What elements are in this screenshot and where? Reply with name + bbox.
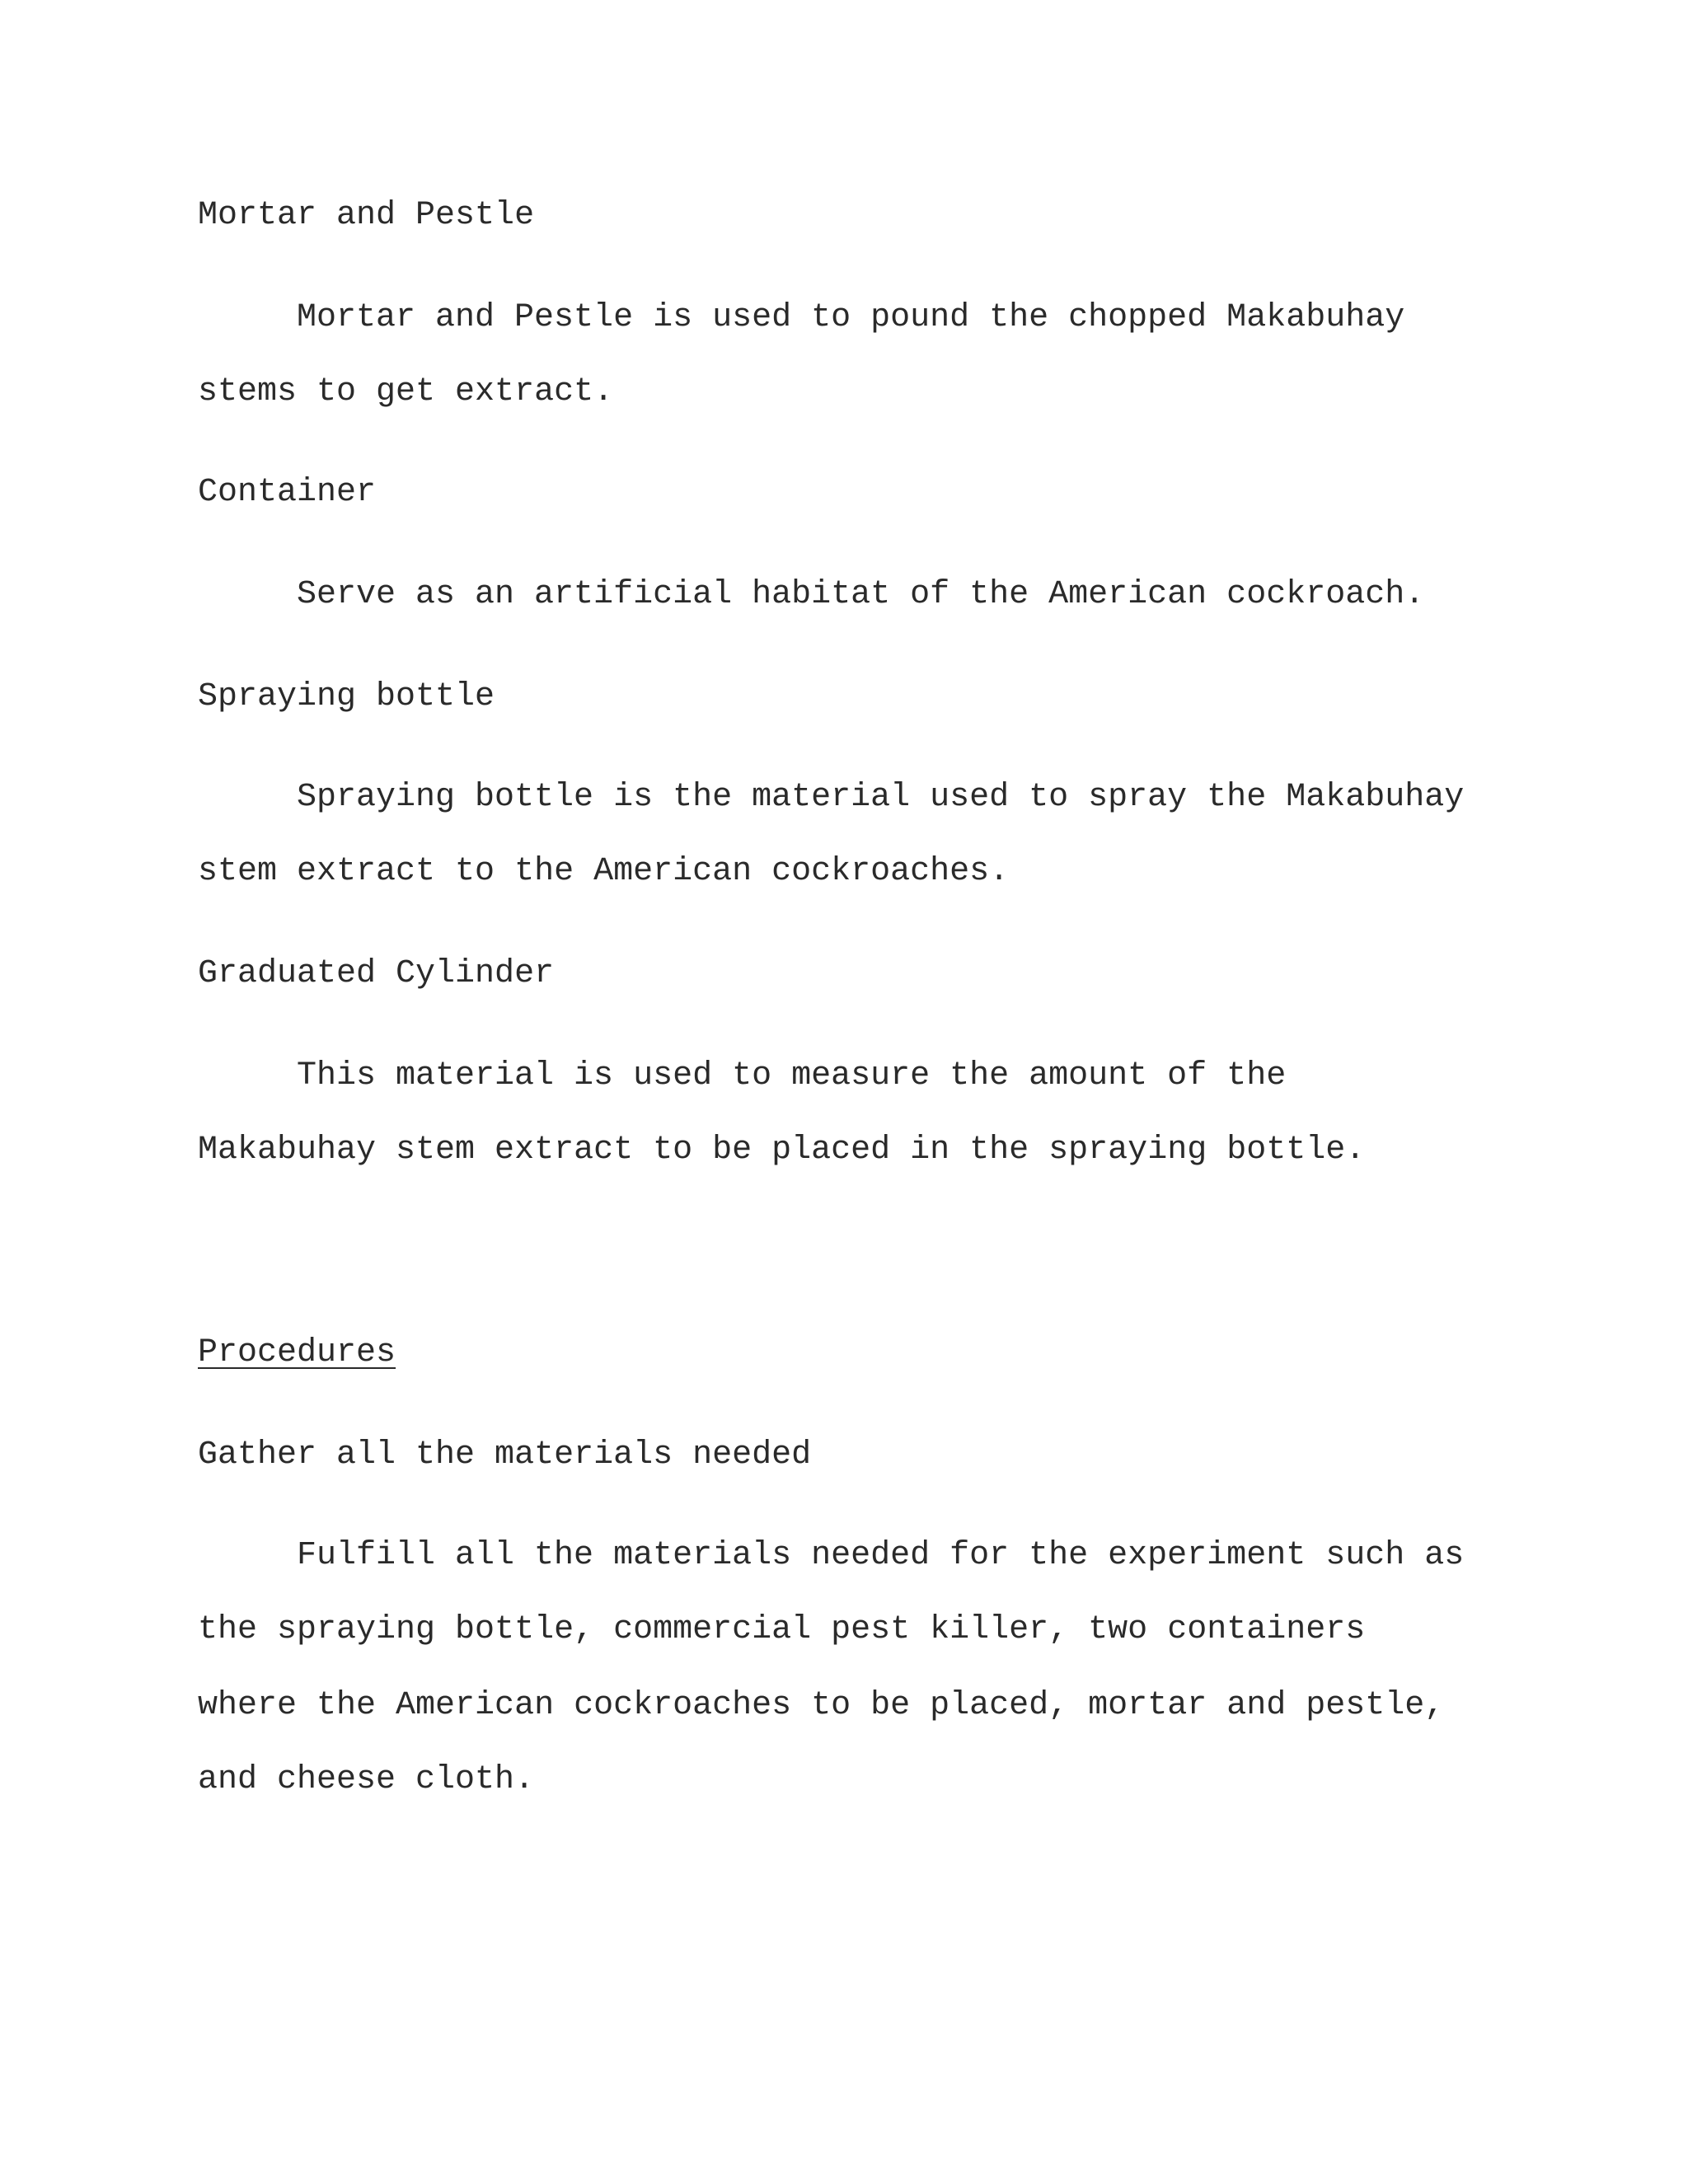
material-description-line: stem extract to the American cockroaches. bbox=[198, 853, 1010, 890]
material-heading-graduated-cylinder: Graduated Cylinder bbox=[198, 955, 555, 992]
material-description-line: Spraying bottle is the material used to spray the Makabuhay bbox=[297, 779, 1465, 816]
material-heading-mortar-and-pestle: Mortar and Pestle bbox=[198, 197, 535, 234]
material-heading-spraying-bottle: Spraying bottle bbox=[198, 678, 495, 715]
material-description-line: stems to get extract. bbox=[198, 373, 614, 410]
procedure-step-line: where the American cockroaches to be placed, mortar and pestle, bbox=[198, 1687, 1445, 1724]
procedure-step-line: the spraying bottle, commercial pest killer, two containers bbox=[198, 1611, 1366, 1648]
material-heading-container: Container bbox=[198, 474, 377, 511]
material-description-line: This material is used to measure the amount of the bbox=[297, 1057, 1287, 1094]
procedures-title: Procedures bbox=[198, 1334, 396, 1371]
material-description-line: Mortar and Pestle is used to pound the chopped Makabuhay bbox=[297, 299, 1405, 336]
procedure-step-line: and cheese cloth. bbox=[198, 1761, 535, 1798]
material-description-line: Makabuhay stem extract to be placed in the spraying bottle. bbox=[198, 1132, 1366, 1169]
material-description-line: Serve as an artificial habitat of the American cockroach. bbox=[297, 576, 1425, 613]
procedure-step-heading: Gather all the materials needed bbox=[198, 1436, 812, 1474]
procedure-step-line: Fulfill all the materials needed for the experiment such as bbox=[297, 1537, 1465, 1574]
